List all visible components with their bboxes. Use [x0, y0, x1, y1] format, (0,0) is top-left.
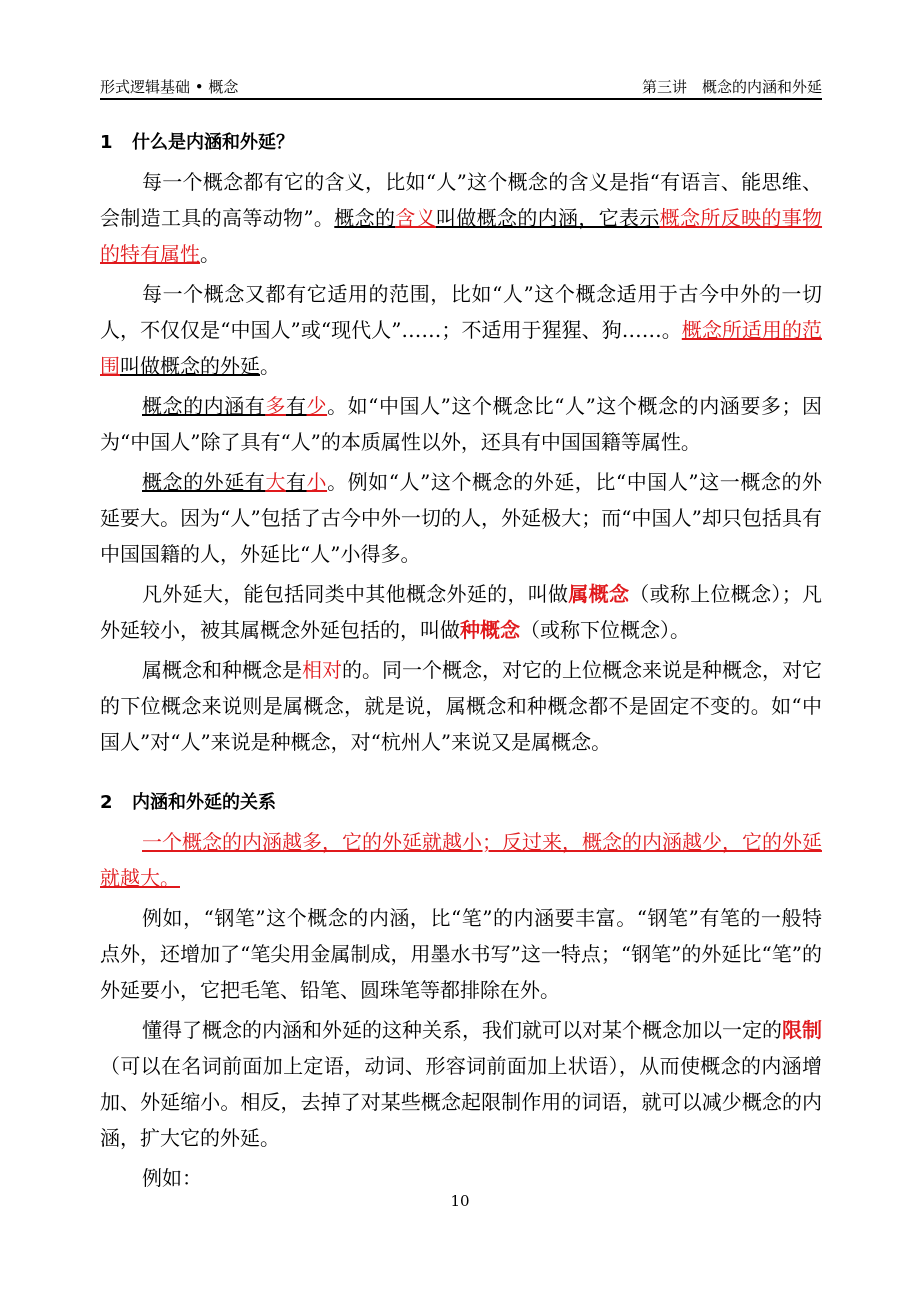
paragraph: [100, 1012, 822, 1156]
header-left: 形式逻辑基础 • 概念: [100, 78, 239, 96]
text: 。例如“人”这个概念的外延，比“中国人”这一概念的外延要大。因为“人”包括了古今中外一切的人，外延极大；而“中国人”却只包括具有中国国籍的人，外延比“人”小得多。: [100, 470, 823, 566]
underlined-text: 有: [285, 470, 307, 494]
section-2-title: 内涵和外延的关系: [132, 792, 276, 813]
highlighted-term: 小: [306, 470, 328, 494]
paragraph: [100, 900, 822, 1008]
text: 。: [200, 242, 220, 266]
section-2-heading: [100, 782, 822, 824]
text: 每一个概念又都有它适用的范围，比如“人”这个概念适用于古今中外的一切人，不仅仅是“中国人”或“现代人”……；不适用于猩猩、狗……。: [100, 282, 822, 342]
text: 例如：: [142, 1166, 202, 1190]
text: 懂得了概念的内涵和外延的这种关系，我们就可以对某个概念加以一定的: [142, 1018, 782, 1042]
section-1-title: 什么是内涵和外延？: [132, 132, 294, 153]
paragraph: [100, 464, 822, 572]
underlined-text: 概念的内涵有: [142, 394, 266, 418]
highlighted-term: 大: [265, 470, 286, 494]
text: （或称下位概念）。: [520, 618, 690, 642]
paragraph: [100, 824, 822, 896]
paragraph: [100, 1160, 822, 1196]
section-1-heading: [100, 122, 822, 164]
text: 例如，“钢笔”这个概念的内涵，比“笔”的内涵要丰富。“钢笔”有笔的一般特点外，还增加了“笔尖用金属制成，用墨水书写”这一特点；“钢笔”的外延比“笔”的外延要小，它把毛笔、铅笔、圆珠笔等都排除在外。: [100, 906, 822, 1002]
underlined-text: 叫做概念的内涵，它表示: [435, 206, 660, 230]
underlined-text: 叫做概念的外延: [120, 354, 260, 378]
highlighted-term: 含义: [395, 206, 436, 230]
page-header: [100, 74, 822, 100]
header-right: 第三讲 概念的内涵和外延: [641, 78, 822, 96]
text: 属概念和种概念是: [142, 658, 302, 682]
section-2-number: 2: [100, 792, 113, 813]
highlighted-term: 概念所适用的范围: [100, 318, 822, 378]
paragraph: [100, 164, 822, 272]
underlined-text: 概念的外延有: [142, 470, 266, 494]
page-body: [100, 122, 822, 1196]
highlighted-term: 多: [265, 394, 286, 418]
section-1-number: 1: [100, 132, 113, 153]
paragraph: [100, 276, 822, 384]
highlighted-term: 概念所反映的事物的特有属性: [100, 206, 823, 266]
text: （或称上位概念）；凡外延较小，被其属概念外延包括的，叫做: [100, 582, 823, 642]
highlighted-term: 相对: [302, 658, 342, 682]
bold-term: 种概念: [460, 618, 520, 642]
paragraph: [100, 652, 822, 760]
highlighted-statement: 一个概念的内涵越多，它的外延就越小；反过来，概念的内涵越少，它的外延就越大。: [100, 830, 822, 890]
text: （可以在名词前面加上定语，动词、形容词前面加上状语），从而使概念的内涵增加、外延缩小。相反，去掉了对某些概念起限制作用的词语，就可以减少概念的内涵，扩大它的外延。: [100, 1054, 822, 1150]
text: 。如“中国人”这个概念比“人”这个概念的内涵要多；因为“中国人”除了具有“人”的本质属性以外，还具有中国国籍等属性。: [100, 394, 823, 454]
text: 。: [260, 354, 280, 378]
underlined-text: 有: [285, 394, 307, 418]
bold-term: 限制: [782, 1018, 822, 1042]
page-number: 10: [450, 1192, 470, 1210]
bold-term: 属概念: [568, 582, 630, 606]
text: 的。同一个概念，对它的上位概念来说是种概念，对它的下位概念来说则是属概念，就是说，属概念和种概念都不是固定不变的。如“中国人”对“人”来说是种概念，对“杭州人”来说又是属概念。: [100, 658, 822, 754]
text: 凡外延大，能包括同类中其他概念外延的，叫做: [142, 582, 569, 606]
paragraph: [100, 388, 822, 460]
paragraph: [100, 576, 822, 648]
text: 每一个概念都有它的含义，比如“人”这个概念的含义是指“有语言、能思维、会制造工具的高等动物”。: [100, 170, 822, 230]
highlighted-term: 少: [306, 394, 328, 418]
underlined-text: 概念的: [334, 206, 396, 230]
